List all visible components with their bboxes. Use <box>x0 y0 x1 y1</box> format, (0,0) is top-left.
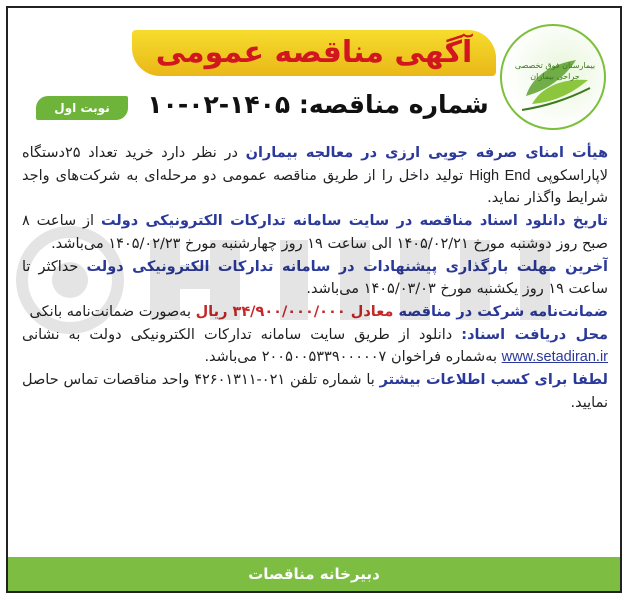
logo-text: بیمارستان فوق تخصصی جراحی بیماران <box>514 61 596 81</box>
paragraph-documents-location: محل دریافت اسناد: دانلود از طریق سایت سامانه تدارکات الکترونیکی دولت به نشانی www.setadiran.ir به‌شماره فراخوان ۲۰۰۵۰۰۵۳۳۹۰۰۰۰۰۷ می‌باشد. <box>22 326 608 366</box>
device-class: High End <box>469 167 531 184</box>
notice-header <box>8 8 620 136</box>
paragraph-contact: لطفا برای کسب اطلاعات بیشتر با شماره تلفن ۰۲۱-۴۲۶۰۱۳۱۱ واحد مناقصات تماس حاصل نمایید. <box>22 372 608 411</box>
paragraph-intro: هیأت امنای صرفه جویی ارزی در معالجه بیماران در نظر دارد خرید تعداد ۲۵دستگاه لاپاراسکوپی High End تولید داخل را از طریق مناقصه عمومی دو مرحله‌ای به شرکت‌های واجد شرایط واگذار نماید. <box>22 145 608 207</box>
guarantee-amount: معادل ۳۴/۹۰۰/۰۰۰/۰۰۰ ریال <box>195 303 399 320</box>
notice-frame <box>6 6 622 593</box>
paragraph-guarantee: ضمانت‌نامه شرکت در مناقصه معادل ۳۴/۹۰۰/۰۰۰/۰۰۰ ریال به‌صورت ضمانت‌نامه بانکی <box>29 303 608 320</box>
footer-bar: دبیرخانه مناقصات <box>8 557 620 591</box>
publication-round-badge: نوبت اول <box>36 96 128 120</box>
setadiran-link[interactable]: www.setadiran.ir <box>501 349 608 366</box>
title-banner <box>132 30 496 76</box>
paragraph-deadline: آخرین مهلت بارگذاری پیشنهادات در سامانه تدارکات الکترونیکی دولت حداکثر تا ساعت ۱۹ روز یکشنبه مورخ ۱۴۰۵/۰۳/۰۳ می‌باشد. <box>22 258 608 298</box>
tender-number: شماره مناقصه: ۱۴۰۵-۰۲-۱۰ <box>147 90 489 119</box>
notice-body <box>22 142 608 554</box>
paragraph-download-date: تاریخ دانلود اسناد مناقصه در سایت سامانه تدارکات الکترونیکی دولت از ساعت ۸ صبح روز دوشنبه مورخ ۱۴۰۵/۰۲/۲۱ الی ساعت ۱۹ روز چهارشنبه مورخ ۱۴۰۵/۰۲/۲۳ می‌باشد. <box>22 213 608 252</box>
organization-logo <box>500 24 606 130</box>
board-name: هیأت امنای صرفه جویی ارزی در معالجه بیماران <box>245 145 608 161</box>
notice-title: آگهی مناقصه عمومی <box>155 35 473 70</box>
